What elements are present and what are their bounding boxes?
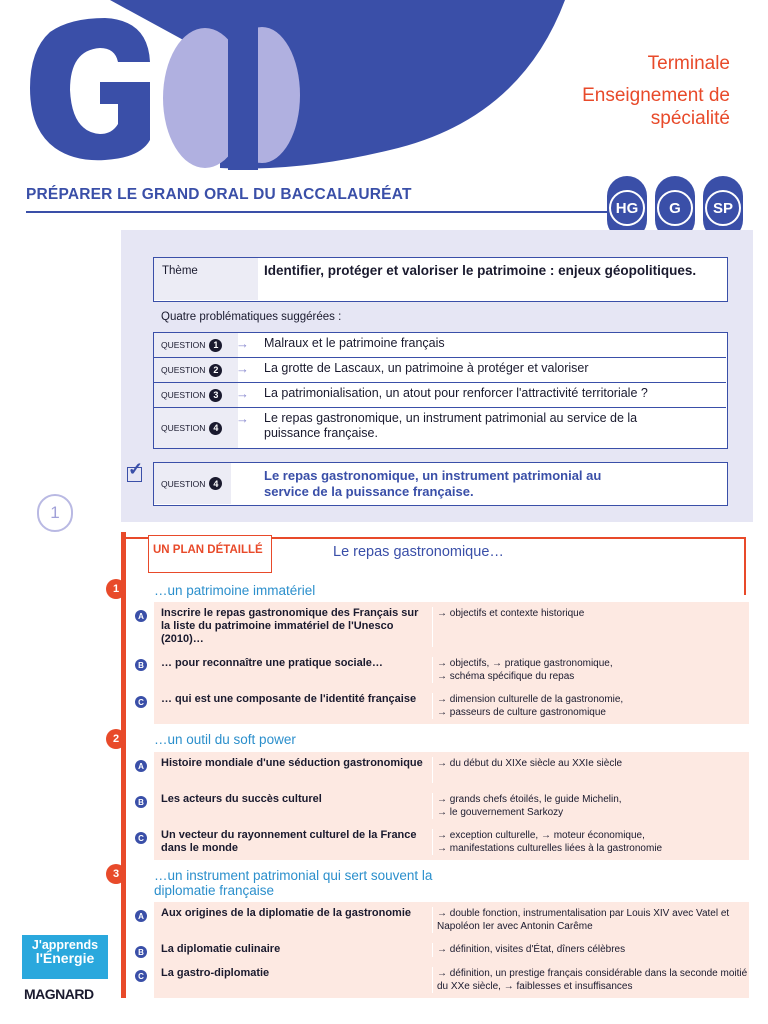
- sub-letter: C: [135, 696, 147, 708]
- checkmark-icon: ✓: [128, 459, 144, 479]
- part-title: …un instrument patrimonial qui sert souvent la diplomatie française: [154, 868, 433, 898]
- question-number: 4: [209, 477, 222, 490]
- sub-letter: B: [135, 796, 147, 808]
- sub-letter: B: [135, 946, 147, 958]
- question-number: 3: [209, 389, 222, 402]
- theme-text: Identifier, protéger et valoriser le patrimoine : enjeux géopolitiques.: [264, 263, 697, 278]
- part-number: 2: [106, 729, 126, 749]
- question-text: Malraux et le patrimoine français: [264, 336, 445, 350]
- arrow-icon: →: [236, 361, 249, 376]
- selected-question-box: [153, 462, 728, 506]
- question-text: La grotte de Lascaux, un patrimoine à protéger et valoriser: [264, 361, 589, 375]
- subtitle-divider: [26, 211, 621, 213]
- arrow-icon: →: [236, 386, 249, 401]
- plan-row-notes: → définition, un prestige français considérable dans la seconde moitié du XXe siècle, → faiblesses et insuffisances: [432, 967, 752, 993]
- theme-label: Thème: [154, 258, 258, 300]
- plan-row: [154, 788, 749, 825]
- question-label: QUESTION 2: [154, 358, 238, 382]
- plan-row-heading: Histoire mondiale d'une séduction gastronomique: [161, 757, 423, 769]
- plan-vertical-line: [121, 532, 126, 998]
- question-text: Le repas gastronomique, un instrument patrimonial au service de la puissance française.: [264, 411, 638, 440]
- question-row-2: [154, 358, 726, 383]
- badge-g: G: [655, 176, 695, 240]
- plan-row: [154, 938, 749, 963]
- part-number: 1: [106, 579, 126, 599]
- sub-letter: C: [135, 832, 147, 844]
- plan-row-heading: Inscrire le repas gastronomique des Français sur la liste du patrimoine immatériel de l'Unesco (2010)…: [161, 607, 419, 645]
- plan-row-notes: → exception culturelle, → moteur économique, → manifestations culturelles liées à la gastronomie: [432, 829, 752, 855]
- plan-row-heading: Un vecteur du rayonnement culturel de la France dans le monde: [161, 829, 417, 854]
- plan-row-heading: La gastro-diplomatie: [161, 967, 270, 979]
- plan-row: [154, 902, 749, 939]
- plan-title: Le repas gastronomique…: [333, 544, 504, 560]
- publisher-logo: MAGNARD: [24, 986, 94, 1002]
- sub-letter: A: [135, 610, 147, 622]
- part-number: 3: [106, 864, 126, 884]
- question-text: La patrimonialisation, un atout pour renforcer l'attractivité territoriale ?: [264, 386, 648, 400]
- arrow-icon: →: [236, 411, 249, 426]
- page-subtitle: PRÉPARER LE GRAND ORAL DU BACCALAURÉAT: [26, 186, 412, 203]
- plan-row-heading: … pour reconnaître une pratique sociale…: [161, 657, 383, 669]
- question-row-4: [154, 408, 726, 448]
- question-number: 2: [209, 364, 222, 377]
- arrow-icon: →: [236, 336, 249, 351]
- badge-hg: HG: [607, 176, 647, 240]
- plan-row: [154, 688, 749, 725]
- question-number: 1: [209, 339, 222, 352]
- sub-letter: C: [135, 970, 147, 982]
- go-logo: [0, 0, 600, 175]
- question-number: 4: [209, 422, 222, 435]
- question-row-3: [154, 383, 726, 408]
- plan-row: [154, 752, 749, 789]
- plan-row-notes: → dimension culturelle de la gastronomie, → passeurs de culture gastronomique: [432, 693, 752, 719]
- plan-row: [154, 602, 749, 653]
- questions-table: [153, 332, 728, 449]
- question-row-1: [154, 333, 726, 358]
- plan-row-heading: … qui est une composante de l'identité française: [161, 693, 417, 705]
- question-label: QUESTION 3: [154, 383, 238, 407]
- brand-energie-logo: J'apprends l'Énergie: [22, 935, 108, 979]
- page-number: 1: [37, 494, 73, 532]
- question-label: QUESTION 4: [154, 463, 231, 504]
- part-title: …un patrimoine immatériel: [154, 583, 316, 598]
- question-label: QUESTION 1: [154, 333, 238, 357]
- plan-row-heading: Aux origines de la diplomatie de la gastronomie: [161, 907, 411, 919]
- plan-row-notes: → du début du XIXe siècle au XXIe siècle: [432, 757, 752, 783]
- plan-row-notes: → définition, visites d'État, dîners célèbres: [432, 943, 752, 957]
- sub-letter: B: [135, 659, 147, 671]
- question-label: QUESTION 4: [154, 408, 238, 448]
- part-title: …un outil du soft power: [154, 732, 296, 747]
- theme-box: [153, 257, 728, 302]
- plan-row: [154, 824, 749, 861]
- plan-row-notes: → grands chefs étoilés, le guide Michelin, → le gouvernement Sarkozy: [432, 793, 752, 819]
- badge-sp: SP: [703, 176, 743, 240]
- level-title: Terminale: [647, 53, 730, 74]
- selected-question-text: Le repas gastronomique, un instrument patrimonial au service de la puissance française.: [264, 468, 602, 499]
- plan-row-notes: → objectifs, → pratique gastronomique, → schéma spécifique du repas: [432, 657, 752, 683]
- plan-banner-text: UN PLAN DÉTAILLÉ: [153, 544, 263, 556]
- plan-row-heading: Les acteurs du succès culturel: [161, 793, 322, 805]
- plan-row-notes: → objectifs et contexte historique: [432, 607, 752, 647]
- plan-row: [154, 962, 749, 999]
- plan-row-heading: La diplomatie culinaire: [161, 943, 281, 955]
- plan-row-notes: → double fonction, instrumentalisation par Louis XIV avec Vatel et Napoléon Ier avec Antonin Carême: [432, 907, 752, 933]
- specialty-title: Enseignement de spécialité: [582, 85, 730, 129]
- problems-label: Quatre problématiques suggérées :: [161, 311, 342, 323]
- sub-letter: A: [135, 760, 147, 772]
- logo-letter-g: [30, 18, 150, 160]
- plan-row: [154, 652, 749, 689]
- plan-right-line: [744, 537, 746, 595]
- plan-banner: [148, 535, 272, 573]
- sub-letter: A: [135, 910, 147, 922]
